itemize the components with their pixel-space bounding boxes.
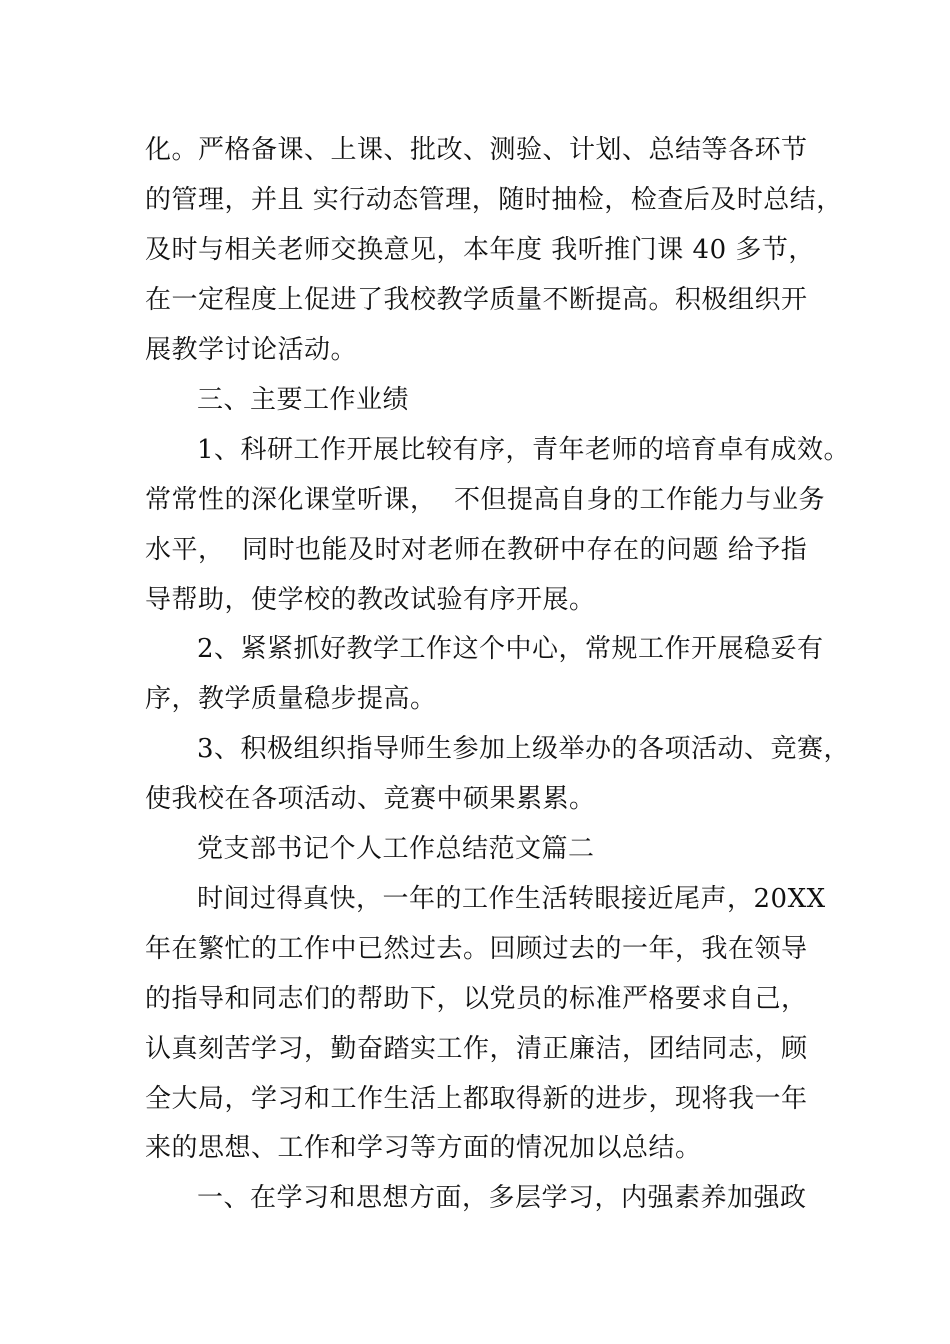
text-line: 使我校在各项活动、竞赛中硕果累累。 — [145, 784, 596, 814]
text-line: 时间过得真快，一年的工作生活转眼接近尾声，20XX — [197, 884, 826, 914]
text-line: 年在繁忙的工作中已然过去。回顾过去的一年，我在领导 — [145, 934, 808, 964]
text-line: 一、在学习和思想方面，多层学习，内强素养加强政 — [197, 1183, 807, 1213]
text-line: 来的思想、工作和学习等方面的情况加以总结。 — [145, 1133, 702, 1163]
text-line: 水平， 同时也能及时对老师在教研中存在的问题 给予指 — [145, 535, 808, 565]
text-line: 序，教学质量稳步提高。 — [145, 684, 437, 714]
text-line: 2、紧紧抓好教学工作这个中心，常规工作开展稳妥有 — [197, 634, 824, 664]
text-line: 的管理，并且 实行动态管理，随时抽检，检查后及时总结， — [145, 185, 843, 215]
text-line: 常常性的深化课堂听课， 不但提高自身的工作能力与业务 — [145, 485, 826, 515]
text-line: 化。严格备课、上课、批改、测验、计划、总结等各环节 — [145, 135, 808, 165]
text-line: 在一定程度上促进了我校教学质量不断提高。积极组织开 — [145, 285, 808, 315]
text-line: 展教学讨论活动。 — [145, 335, 358, 365]
text-line: 1、科研工作开展比较有序，青年老师的培育卓有成效。 — [197, 435, 851, 465]
text-line: 导帮助，使学校的教改试验有序开展。 — [145, 585, 596, 615]
section-heading: 三、主要工作业绩 — [197, 385, 410, 415]
article-title: 党支部书记个人工作总结范文篇二 — [197, 834, 595, 864]
text-line: 全大局，学习和工作生活上都取得新的进步，现将我一年 — [145, 1084, 808, 1114]
text-line: 3、积极组织指导师生参加上级举办的各项活动、竞赛， — [197, 734, 851, 764]
text-line: 及时与相关老师交换意见，本年度 我听推门课 40 多节， — [145, 235, 815, 265]
text-line: 的指导和同志们的帮助下，以党员的标准严格要求自己， — [145, 984, 808, 1014]
text-line: 认真刻苦学习，勤奋踏实工作，清正廉洁，团结同志，顾 — [145, 1034, 808, 1064]
